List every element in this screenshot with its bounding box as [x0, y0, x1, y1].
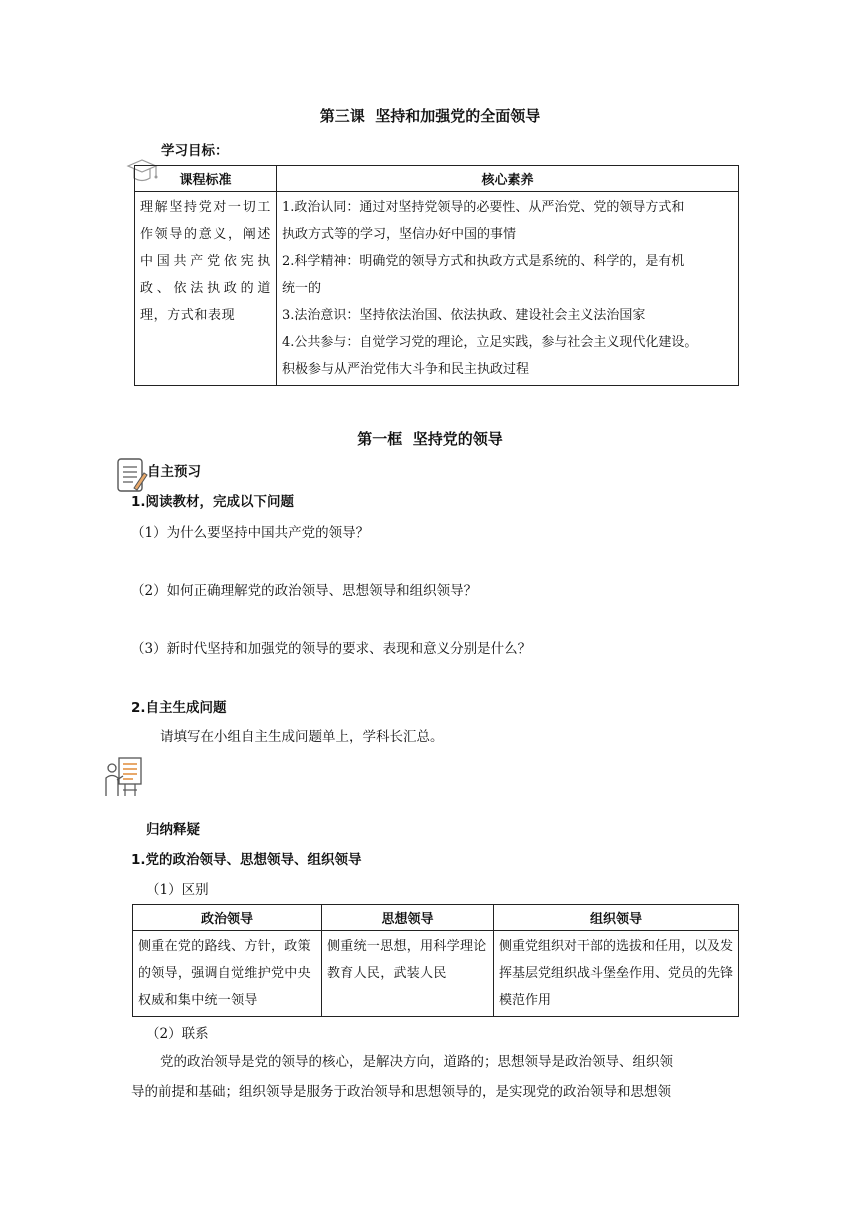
teacher-board-icon	[103, 756, 145, 800]
literacy-line: 2.科学精神：明确党的领导方式和执政方式是系统的、科学的，是有机	[282, 254, 685, 269]
summary-item-1-title: 1.党的政治领导、思想领导、组织领导	[131, 852, 362, 868]
organizational-cell: 侧重党组织对干部的选拔和任用，以及发挥基层党组织战斗堡垒作用、党员的先锋模范作用	[494, 931, 739, 1017]
sub-heading-difference: （1）区别	[146, 882, 209, 898]
objectives-label: 学习目标：	[161, 143, 229, 159]
literacy-line: 4.公共参与：自觉学习党的理论，立足实践，参与社会主义现代化建设。	[282, 335, 698, 350]
question-item: （1）为什么要坚持中国共产党的领导？	[131, 525, 370, 541]
header-ideological: 思想领导	[322, 905, 494, 931]
header-organizational: 组织领导	[494, 905, 739, 931]
literacy-cell	[277, 192, 739, 386]
paragraph-line: 党的政治领导是党的领导的核心，是解决方向，道路的；思想领导是政治领导、组织领	[160, 1054, 673, 1070]
question-item: （3）新时代坚持和加强党的领导的要求、表现和意义分别是什么？	[131, 641, 532, 657]
political-cell: 侧重在党的路线、方针，政策的领导，强调自觉维护党中央权威和集中统一领导	[133, 931, 322, 1017]
section-title: 第一框 坚持党的领导	[357, 430, 503, 448]
literacy-line: 统一的	[282, 281, 322, 296]
sub-heading-connection: （2）联系	[146, 1026, 209, 1042]
notebook-icon	[114, 455, 148, 495]
literacy-line: 积极参与从严治党伟大斗争和民主执政过程	[282, 362, 530, 377]
question-1-title: 1.阅读教材，完成以下问题	[131, 494, 295, 510]
header-political: 政治领导	[133, 905, 322, 931]
lesson-title: 第三课 坚持和加强党的全面领导	[319, 107, 541, 125]
literacy-line: 执政方式等的学习，坚信办好中国的事情	[282, 227, 517, 242]
literacy-line: 3.法治意识：坚持依法治国、依法执政、建设社会主义法治国家	[282, 308, 646, 323]
paragraph-line: 导的前提和基础；组织领导是服务于政治领导和思想领导的，是实现党的政治领导和思想领	[131, 1084, 671, 1100]
literacy-line: 1.政治认同：通过对坚持党领导的必要性、从严治党、党的领导方式和	[282, 200, 685, 215]
question-2-text: 请填写在小组自主生成问题单上，学科长汇总。	[160, 729, 444, 745]
objectives-table	[134, 165, 739, 386]
question-2-title: 2.自主生成问题	[131, 700, 227, 716]
standard-cell: 理解坚持党对一切工作领导的意义，阐述中国共产党依宪执政、依法执政的道理，方式和表现	[135, 192, 277, 386]
leadership-table	[132, 904, 739, 1017]
summary-heading: 归纳释疑	[146, 822, 200, 838]
question-item: （2）如何正确理解党的政治领导、思想领导和组织领导？	[131, 583, 478, 599]
header-standard: 课程标准	[135, 166, 277, 192]
preview-heading: 自主预习	[147, 464, 201, 480]
header-literacy: 核心素养	[277, 166, 739, 192]
ideological-cell: 侧重统一思想，用科学理论教育人民，武装人民	[322, 931, 494, 1017]
